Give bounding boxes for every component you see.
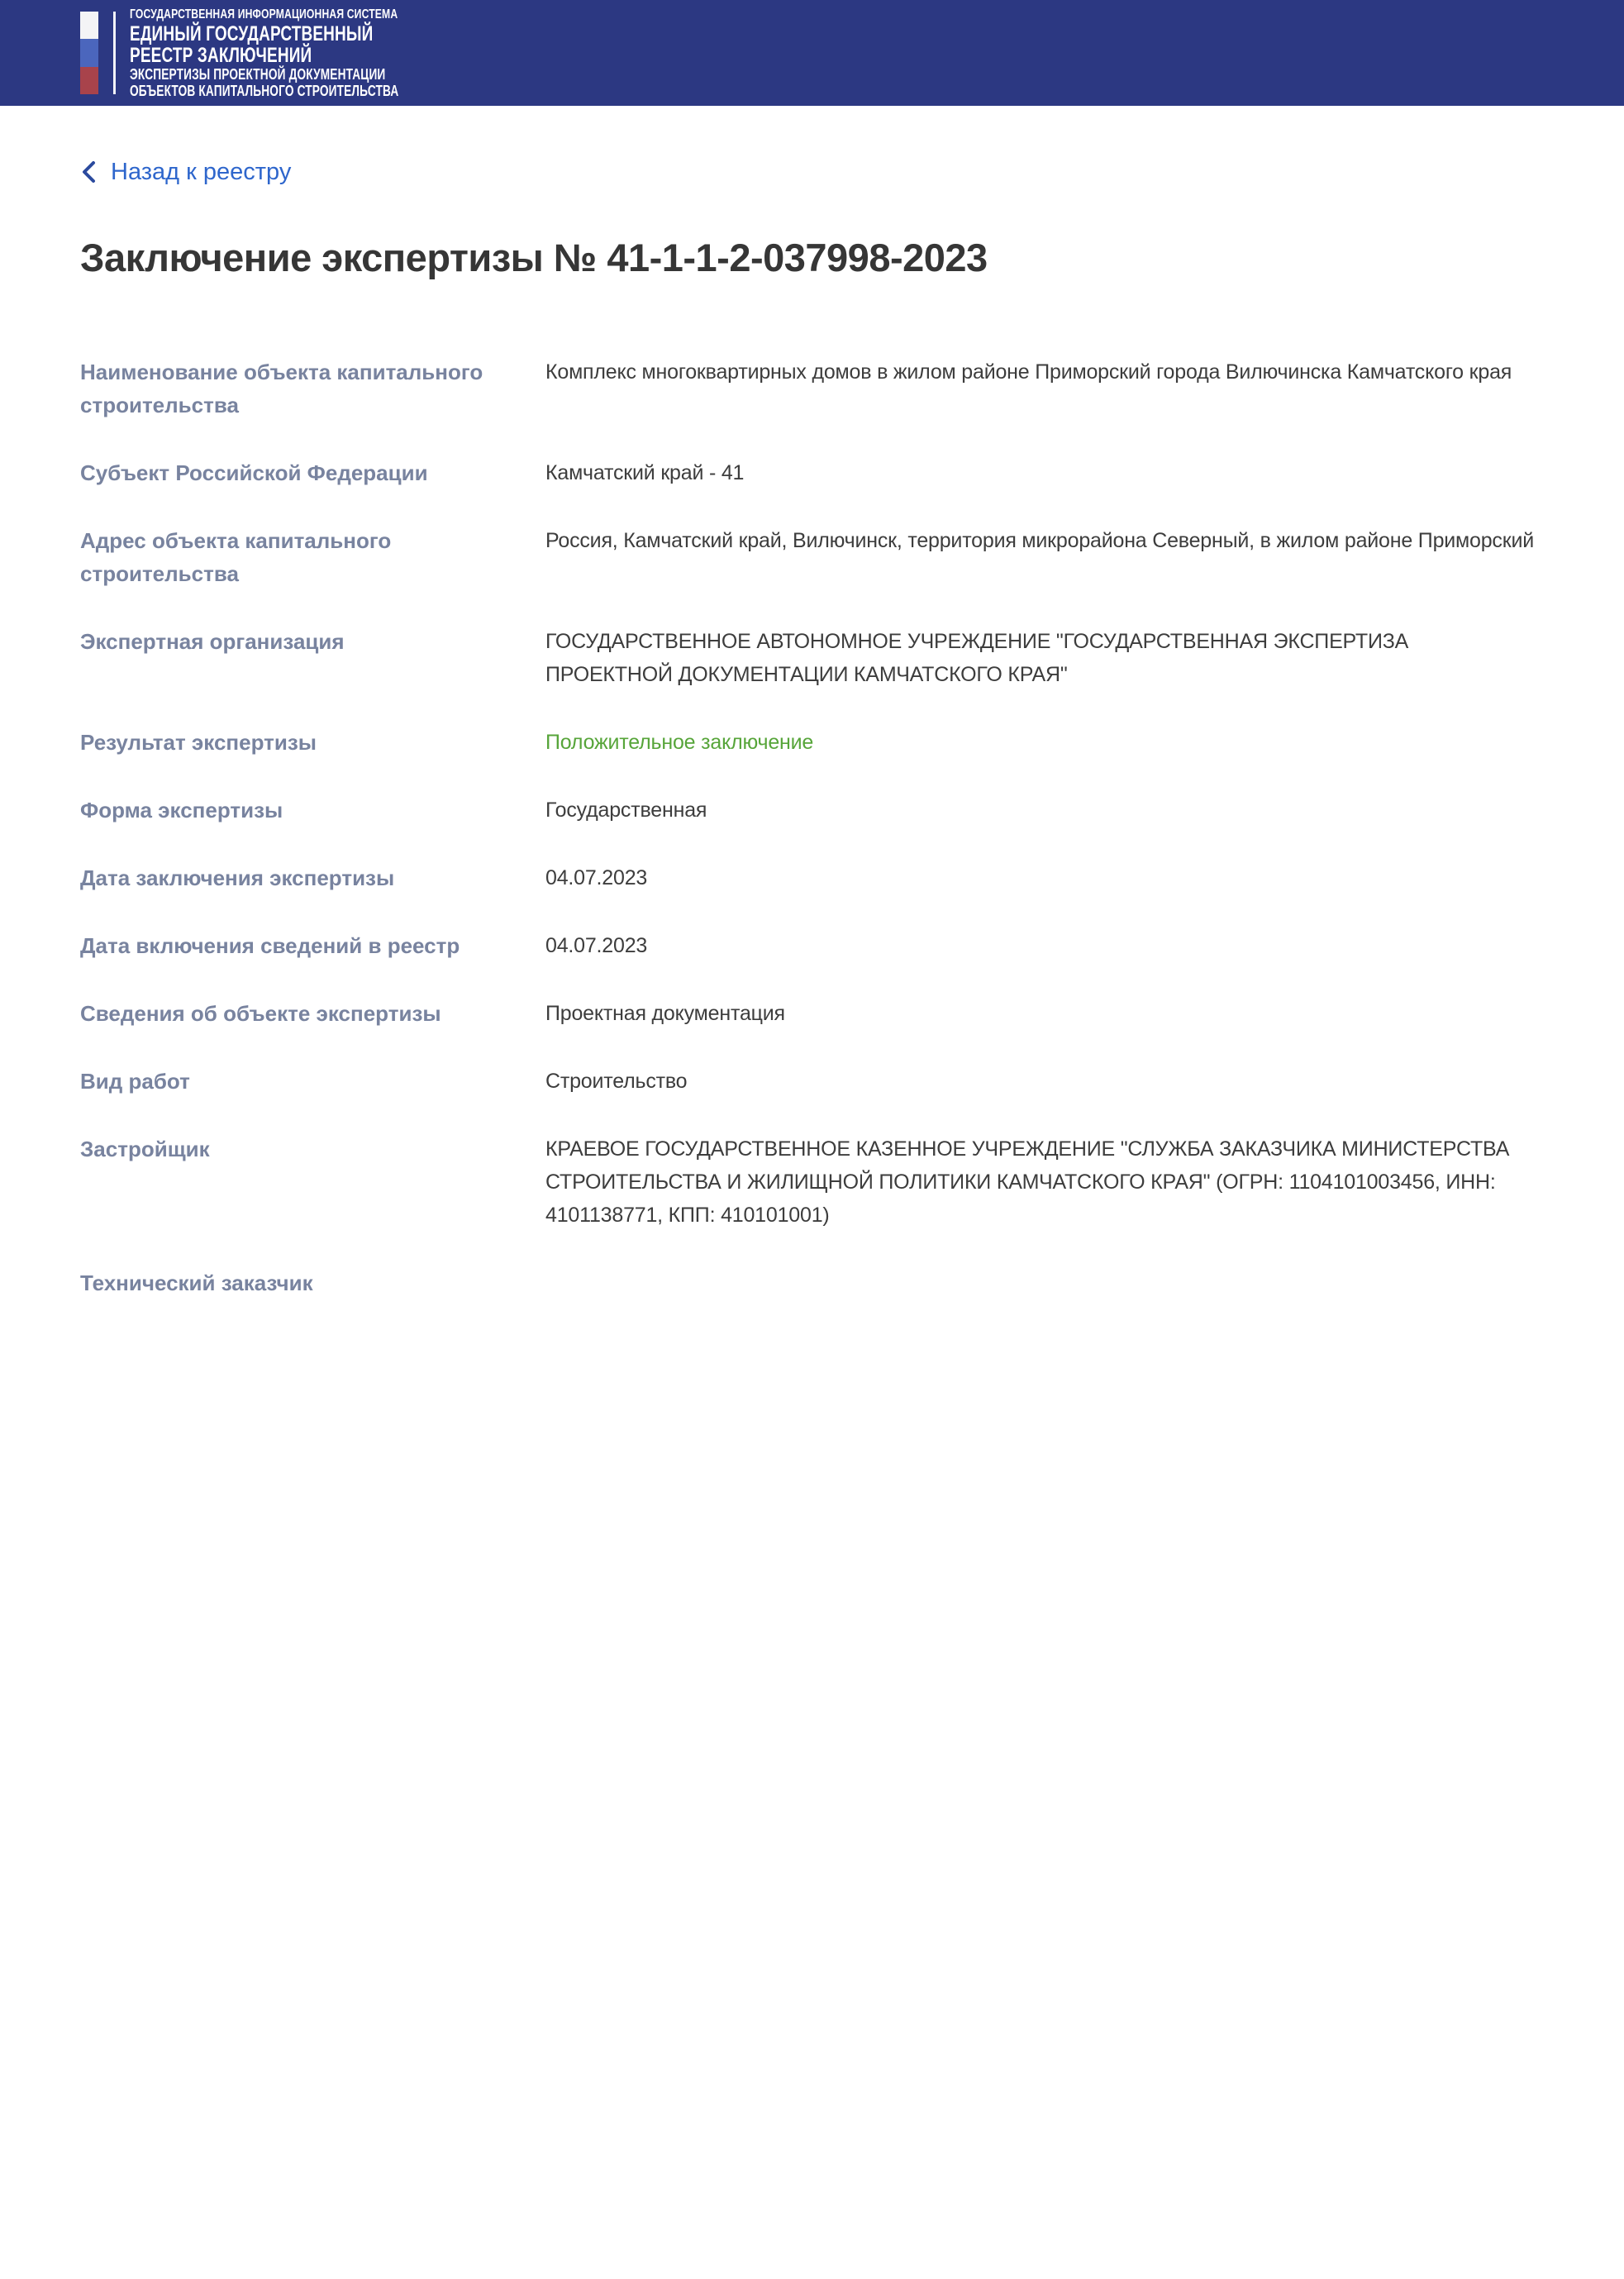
field-value [545, 1266, 1570, 1299]
field-row-object-name [80, 355, 1570, 422]
field-row-expertise-result [80, 726, 1570, 759]
field-row-conclusion-date [80, 861, 1570, 894]
field-row-address [80, 524, 1570, 590]
field-row-technical-customer [80, 1266, 1570, 1299]
field-value: Государственная [545, 799, 707, 822]
field-value: Комплекс многоквартирных домов в жилом районе Приморский города Вилючинска Камчатского края [545, 360, 1512, 384]
field-label: Застройщик [80, 1137, 210, 1161]
field-label: Экспертная организация [80, 629, 345, 654]
logo-registry-line2: РЕЕСТР ЗАКЛЮЧЕНИЙ [130, 44, 312, 67]
field-value: ГОСУДАРСТВЕННОЕ АВТОНОМНОЕ УЧРЕЖДЕНИЕ "ГОСУДАРСТВЕННАЯ ЭКСПЕРТИЗА ПРОЕКТНОЙ ДОКУМЕНТАЦИИ КАМЧАТСКОГО КРАЯ" [545, 630, 1409, 686]
logo-divider [113, 12, 116, 94]
field-value: Камчатский край - 41 [545, 461, 745, 484]
back-to-registry-link[interactable] [80, 159, 291, 185]
field-label: Адрес объекта капитального строительства [80, 528, 392, 586]
russian-flag-icon [80, 12, 98, 94]
field-row-developer [80, 1132, 1570, 1232]
chevron-left-icon [80, 160, 98, 184]
field-label: Результат экспертизы [80, 730, 317, 755]
details-list [80, 355, 1570, 1299]
field-value: 04.07.2023 [545, 866, 648, 889]
logo-subtitle-line1: ЭКСПЕРТИЗЫ ПРОЕКТНОЙ ДОКУМЕНТАЦИИ [130, 66, 386, 83]
field-value: 04.07.2023 [545, 934, 648, 957]
field-label: Форма экспертизы [80, 798, 283, 822]
field-row-expertise-object-info [80, 997, 1570, 1030]
logo-subtitle-line2: ОБЪЕКТОВ КАПИТАЛЬНОГО СТРОИТЕЛЬСТВА [130, 83, 399, 99]
field-row-work-type [80, 1065, 1570, 1098]
app-logo [80, 7, 483, 99]
field-row-registry-date [80, 929, 1570, 962]
field-row-expert-organization [80, 625, 1570, 691]
field-label: Технический заказчик [80, 1271, 313, 1295]
field-value: Строительство [545, 1070, 688, 1093]
field-value: КРАЕВОЕ ГОСУДАРСТВЕННОЕ КАЗЕННОЕ УЧРЕЖДЕНИЕ "СЛУЖБА ЗАКАЗЧИКА МИНИСТЕРСТВА СТРОИТЕЛЬСТВА И ЖИЛИЩНОЙ ПОЛИТИКИ КАМЧАТСКОГО КРАЯ" (ОГРН: 1104101003456, ИНН: 4101138771, КПП: 410101001) [545, 1137, 1510, 1227]
back-link-label: Назад к реестру [111, 159, 292, 185]
field-row-region [80, 456, 1570, 489]
field-label: Сведения об объекте экспертизы [80, 1001, 441, 1026]
conclusion-page [0, 106, 1624, 1299]
logo-registry-line1: ЕДИНЫЙ ГОСУДАРСТВЕННЫЙ [130, 22, 374, 45]
logo-system-line: ГОСУДАРСТВЕННАЯ ИНФОРМАЦИОННАЯ СИСТЕМА [130, 7, 398, 21]
field-value: Проектная документация [545, 1002, 785, 1025]
field-label: Наименование объекта капитального строительства [80, 360, 483, 417]
page-title: Заключение экспертизы № 41-1-1-2-037998-2023 [80, 236, 988, 279]
field-label: Дата заключения экспертизы [80, 865, 395, 890]
field-value-positive: Положительное заключение [545, 731, 814, 754]
field-value: Россия, Камчатский край, Вилючинск, территория микрорайона Северный, в жилом районе Приморский [545, 529, 1534, 552]
logo-text [130, 7, 398, 99]
field-label: Дата включения сведений в реестр [80, 933, 460, 958]
app-header [0, 0, 1624, 106]
field-row-expertise-form [80, 794, 1570, 827]
field-label: Вид работ [80, 1069, 190, 1094]
field-label: Субъект Российской Федерации [80, 460, 428, 485]
